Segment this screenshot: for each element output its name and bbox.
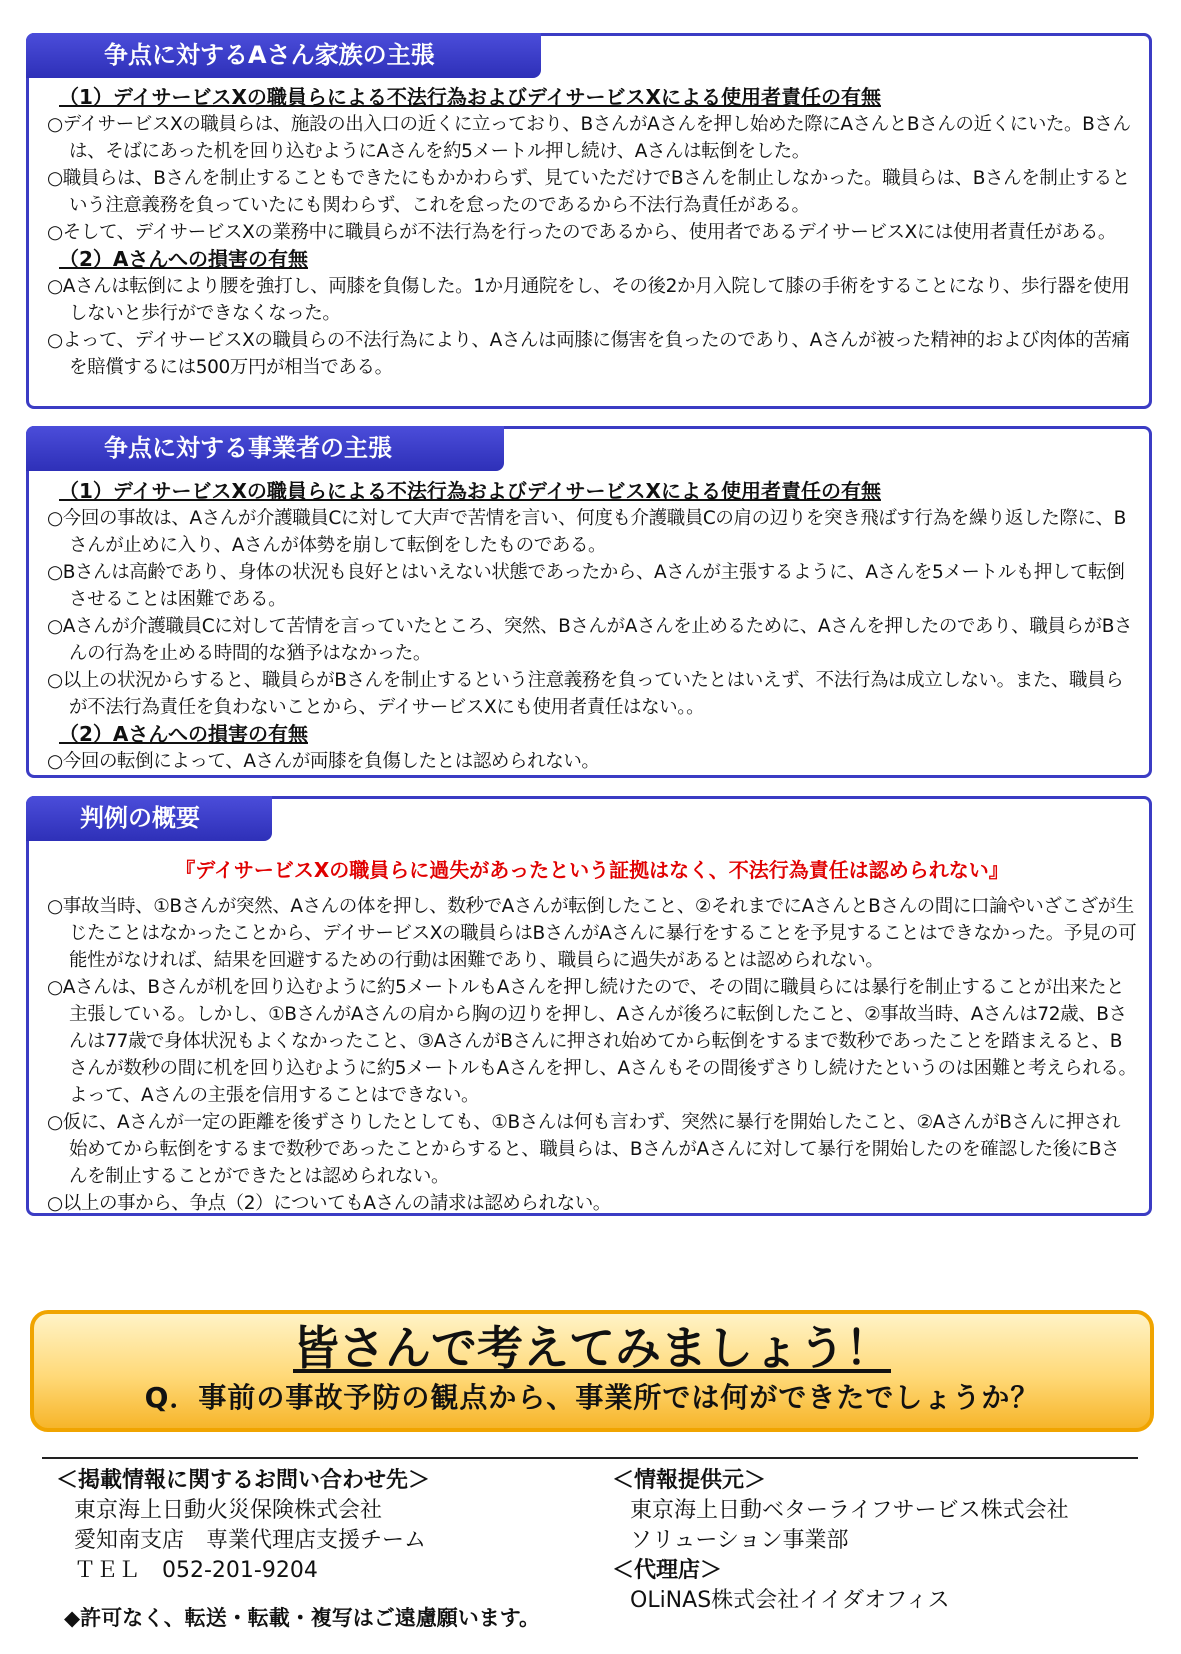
paragraph: ○Aさんが介護職員Cに対して苦情を言っていたところ、突然、BさんがAさんを止めるために、Aさんを押したのであり、職員らがBさんの行為を止める時間的な猶予はなかった。 <box>47 616 1133 664</box>
paragraph: ○Aさんは転倒により腰を強打し、両膝を負傷した。1か月通院をし、その後2か月入院して膝の手術をすることになり、歩行器を使用しないと歩行ができなくなった。 <box>47 276 1130 324</box>
paragraph: ○以上の状況からすると、職員らがBさんを制止するという注意義務を負っていたとはいえず、不法行為は成立しない。また、職員らが不法行為責任を負わないことから、デイサービスXにも使用者責任はない。。 <box>47 670 1124 718</box>
paragraph: ○仮に、Aさんが一定の距離を後ずさりしたとしても、①Bさんは何も言わず、突然に暴行を開始したこと、②AさんがBさんに押され始めてから転倒をするまで数秒であったことからすると、職員らは、BさんがAさんに対して暴行を開始したのを確認した後にBさんを制止することができたとは認められない。 <box>47 1112 1121 1187</box>
panel-operator-claim-title: 争点に対する事業者の主張 <box>26 426 504 471</box>
footer-divider <box>42 1457 1138 1459</box>
contact-phone: ＴＥＬ 052-201-9204 <box>74 1558 318 1583</box>
contact-label: ＜掲載情報に関するお問い合わせ先＞ <box>56 1468 431 1493</box>
paragraph: ○以上の事から、争点（2）についてもAさんの請求は認められない。 <box>47 1193 611 1214</box>
paragraph: ○よって、デイサービスXの職員らの不法行為により、Aさんは両膝に傷害を負ったのであり、Aさんが被った精神的および肉体的苦痛を賠償するには500万円が相当である。 <box>47 330 1130 378</box>
verdict-statement: 『デイサービスXの職員らに過失があったという証拠はなく、不法行為責任は認められない』 <box>175 858 1009 882</box>
paragraph: ○職員らは、Bさんを制止することもできたにもかかわらず、見ていただけでBさんを制止しなかった。職員らは、Bさんを制止するという注意義務を負っていたにも関わらず、これを怠ったのであるから不法行為責任がある。 <box>47 168 1130 216</box>
contact-line: 東京海上日動火災保険株式会社 <box>74 1498 383 1523</box>
agent-name: OLiNAS株式会社イイダオフィス <box>630 1588 950 1613</box>
panel-operator-claim <box>26 426 1152 778</box>
paragraph: ○Aさんは、Bさんが机を回り込むように約5メートルもAさんを押し続けたので、その間に職員らには暴行を制止することが出来たと主張している。しかし、①BさんがAさんの肩から胸の辺りを押し、Aさんが後ろに転倒したこと、②事故当時、Aさんは72歳、Bさんは77歳で身体状況もよくなかったこと、③AさんがBさんに押され始めてから転倒をするまで数秒であったことを踏まえると、Bさんが数秒の間に机を回り込むように約5メートルもAさんを押し、Aさんもその間後ずさりし続けたというのは困難と考えられる。よって、Aさんの主張を信用することはできない。 <box>47 977 1137 1106</box>
contact-line: 愛知南支店 専業代理店支援チーム <box>74 1528 427 1553</box>
panel-case-summary-title: 判例の概要 <box>26 796 272 841</box>
paragraph: ○Bさんは高齢であり、身体の状況も良好とはいえない状態であったから、Aさんが主張するように、Aさんを5メートルも押して転倒させることは困難である。 <box>47 562 1125 610</box>
discussion-banner <box>30 1310 1154 1432</box>
section-heading-liability: （1）デイサービスXの職員らによる不法行為およびデイサービスXによる使用者責任の有無 <box>59 479 881 503</box>
source-line: ソリューション事業部 <box>630 1528 849 1553</box>
panel-family-claim <box>26 33 1152 409</box>
section-heading-liability: （1）デイサービスXの職員らによる不法行為およびデイサービスXによる使用者責任の有無 <box>59 85 881 109</box>
source-label: ＜情報提供元＞ <box>612 1468 767 1493</box>
panel-family-claim-title: 争点に対するAさん家族の主張 <box>26 33 541 78</box>
panel-case-summary <box>26 796 1152 1216</box>
section-heading-damage: （2）Aさんへの損害の有無 <box>59 247 308 271</box>
agent-label: ＜代理店＞ <box>612 1558 723 1583</box>
paragraph: ○事故当時、①Bさんが突然、Aさんの体を押し、数秒でAさんが転倒したこと、②それまでにAさんとBさんの間に口論やいざこざが生じたことはなかったことから、デイサービスXの職員らはBさんがAさんに暴行をすることを予見することはできなかった。予見の可能性がなければ、結果を回避するための行動は困難であり、職員らに過失があるとは認められない。 <box>47 896 1137 971</box>
contact-info <box>56 1466 430 1586</box>
source-info <box>612 1466 1069 1616</box>
banner-title: 皆さんで考えてみましょう！ <box>293 1321 891 1375</box>
section-heading-damage: （2）Aさんへの損害の有無 <box>59 722 308 746</box>
paragraph: ○今回の事故は、Aさんが介護職員Cに対して大声で苦情を言い、何度も介護職員Cの肩の辺りを突き飛ばす行為を繰り返した際に、Bさんが止めに入り、Aさんが体勢を崩して転倒をしたものである。 <box>47 508 1126 556</box>
copy-notice: ◆許可なく、転送・転載・複写はご遠慮願います。 <box>64 1606 541 1630</box>
paragraph: ○デイサービスXの職員らは、施設の出入口の近くに立っており、BさんがAさんを押し始めた際にAさんとBさんの近くにいた。Bさんは、そばにあった机を回り込むようにAさんを約5メートル押し続け、Aさんは転倒をした。 <box>47 114 1131 162</box>
source-line: 東京海上日動ベターライフサービス株式会社 <box>630 1498 1069 1523</box>
paragraph: ○そして、デイサービスXの業務中に職員らが不法行為を行ったのであるから、使用者であるデイサービスXには使用者責任がある。 <box>47 222 1117 243</box>
banner-question: Q．事前の事故予防の観点から、事業所では何ができたでしょうか？ <box>144 1381 1040 1414</box>
paragraph: ○今回の転倒によって、Aさんが両膝を負傷したとは認められない。 <box>47 751 600 772</box>
